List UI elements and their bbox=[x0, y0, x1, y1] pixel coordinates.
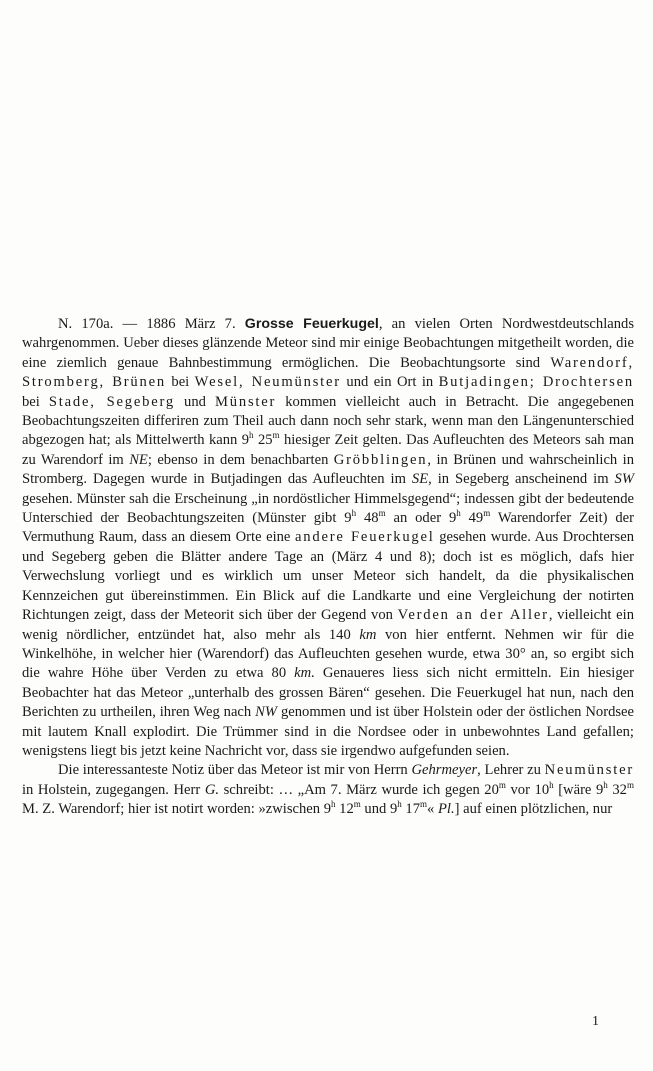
text-run: Warendorfer Zeit) der Vermuthung Raum, dass an diesem Orte eine bbox=[22, 510, 634, 546]
unit: km. bbox=[294, 665, 315, 682]
place-names: Wesel, Neumünster bbox=[194, 374, 341, 391]
text-run: an oder 9 bbox=[385, 510, 457, 527]
text-run: ; ebenso in dem benachbarten bbox=[147, 451, 329, 468]
superscript: h bbox=[351, 508, 357, 519]
place-names: Münster bbox=[214, 393, 277, 410]
text-run: gesehen wurde. Aus Drochtersen und Segeberg geben die Blätter andere Tage an (März 4 und 8); doch ist es möglich, dafs hier Verwechslung vorliegt und es wirklich um unser Meteor sich handelt, da die physikalischen Kennzeichen gut übereinstimmen. Ein Blick auf die Landkarte und eine Vergleichung der notirten Richtungen zeigt, dass der Meteorit sich über der Gegend von bbox=[22, 529, 634, 624]
document-body bbox=[22, 315, 634, 820]
entry-title: Grosse Feuerkugel bbox=[244, 316, 379, 332]
superscript: h bbox=[549, 779, 554, 790]
text-run: 17 bbox=[401, 801, 421, 818]
text-run: , vielleicht ein wenig nördlicher, entzündet hat, also mehr als 140 bbox=[22, 607, 634, 643]
text-run: Die interessanteste Notiz über das Meteor ist mir von Herrn bbox=[58, 762, 408, 779]
text-run: 25 bbox=[253, 432, 273, 449]
place-names: Butjadingen; Drochtersen bbox=[438, 374, 634, 391]
entry-heading: N. 170a. — 1886 März 7. bbox=[58, 316, 236, 332]
superscript: m bbox=[626, 779, 634, 790]
paragraph-meteor-report bbox=[22, 315, 634, 761]
direction: NW bbox=[255, 704, 278, 721]
superscript: h bbox=[249, 430, 254, 441]
superscript: m bbox=[483, 508, 491, 519]
text-run: , an vielen Orten Nordwestdeutschlands wahrgenommen. Ueber dieses glänzende Meteor sind mir einige Beobachtungen mitgetheilt worden, die eine ziemlich genaue Bahnbestimmung ermöglichen. Die Beobachtungsorte sind bbox=[22, 316, 635, 371]
superscript: h bbox=[331, 799, 336, 810]
superscript: m bbox=[498, 779, 506, 790]
text-run: kommen vielleicht auch in Betracht. Die angegebenen Beobachtungszeiten differiren zum Theil auch dann noch sehr stark, wenn man den Längenunterschied abgezogen hat; als Mittelwerth kann 9 bbox=[22, 393, 634, 449]
text-run: 48 bbox=[356, 510, 379, 527]
text-run: 32 bbox=[607, 781, 627, 798]
text-run: 49 bbox=[460, 510, 484, 527]
text-run: « bbox=[427, 801, 435, 818]
initials: Pl. bbox=[437, 801, 455, 818]
superscript: h bbox=[603, 779, 608, 790]
paragraph-gehrmeyer-note bbox=[22, 761, 634, 819]
direction: SW bbox=[614, 471, 634, 488]
text-run: schreibt: … „Am 7. März wurde ich gegen 20 bbox=[223, 781, 499, 798]
text-run: und bbox=[184, 393, 206, 410]
place-names: Stade, Segeberg bbox=[48, 393, 176, 410]
superscript: h bbox=[456, 508, 461, 519]
text-run: in Holstein, zugegangen. Herr bbox=[22, 781, 201, 798]
text-run: und ein Ort in bbox=[346, 374, 434, 391]
text-run: bei bbox=[171, 374, 190, 391]
direction: NE bbox=[129, 451, 148, 468]
text-run: von hier entfernt. Nehmen wir für die Winkelhöhe, in welcher hier (Warendorf) das Aufleuchten gesehen wurde, etwa 30° an, so ergibt sich die wahre Höhe über Verden zu etwa 80 bbox=[22, 626, 634, 682]
superscript: m bbox=[353, 799, 361, 810]
text-run: M. Z. Warendorf; hier ist notirt worden: »zwischen 9 bbox=[22, 801, 332, 818]
direction: SE bbox=[411, 471, 429, 488]
text-run: 12 bbox=[335, 801, 354, 818]
place-names: Warendorf, Stromberg, Brünen bbox=[22, 354, 634, 391]
text-run: , in Segeberg anscheinend im bbox=[428, 471, 609, 488]
superscript: m bbox=[272, 430, 280, 441]
text-run: vor 10 bbox=[505, 781, 550, 798]
text-run: , Lehrer zu bbox=[477, 762, 541, 779]
emphasis: andere Feuerkugel bbox=[294, 529, 435, 546]
text-run: bei bbox=[22, 393, 40, 410]
text-run: hiesiger Zeit gelten. Das Aufleuchten des Meteors sah man zu Warendorf im bbox=[22, 432, 635, 468]
superscript: m bbox=[378, 508, 386, 519]
superscript: h bbox=[397, 799, 402, 810]
place-names: Neumünster bbox=[544, 762, 635, 779]
place-names: Gröbblingen bbox=[333, 451, 428, 468]
text-run: genommen und ist über Holstein oder der östlichen Nordsee mit lautem Knall explodirt. Die Trümmer sind in die Nordsee oder in unbewohntes Land gefallen; wenigstens liegt bis jetzt keine Nachricht vor, dass sie irgendwo aufgefunden seien. bbox=[22, 704, 635, 759]
person-name: Gehrmeyer bbox=[411, 762, 478, 779]
text-run: gesehen. Münster sah die Erscheinung „in nordöstlicher Himmelsgegend“; indessen gibt der bedeutende Unterschied der Beobachtungszeiten (Münster gibt 9 bbox=[22, 490, 634, 527]
text-run: ] auf einen plötzlichen, nur bbox=[454, 801, 613, 818]
text-run: , in Brünen und wahrscheinlich in Stromberg. Dagegen wurde in Butjadingen das Aufleuchten im bbox=[22, 451, 634, 488]
person-name: G. bbox=[204, 781, 220, 798]
unit: km bbox=[359, 626, 377, 643]
superscript: m bbox=[420, 799, 428, 810]
text-run: Genaueres liess sich nicht ermitteln. Ein hiesiger Beobachter hat das Meteor „unterhalb des grossen Bären“ gesehen. Die Feuerkugel hat nun, nach den Berichten zu urtheilen, ihren Weg nach bbox=[22, 665, 634, 721]
page-number: 1 bbox=[592, 1014, 599, 1029]
place-names: Verden an der Aller bbox=[397, 607, 549, 624]
text-run: [wäre 9 bbox=[553, 781, 604, 798]
text-run: und 9 bbox=[360, 801, 398, 818]
